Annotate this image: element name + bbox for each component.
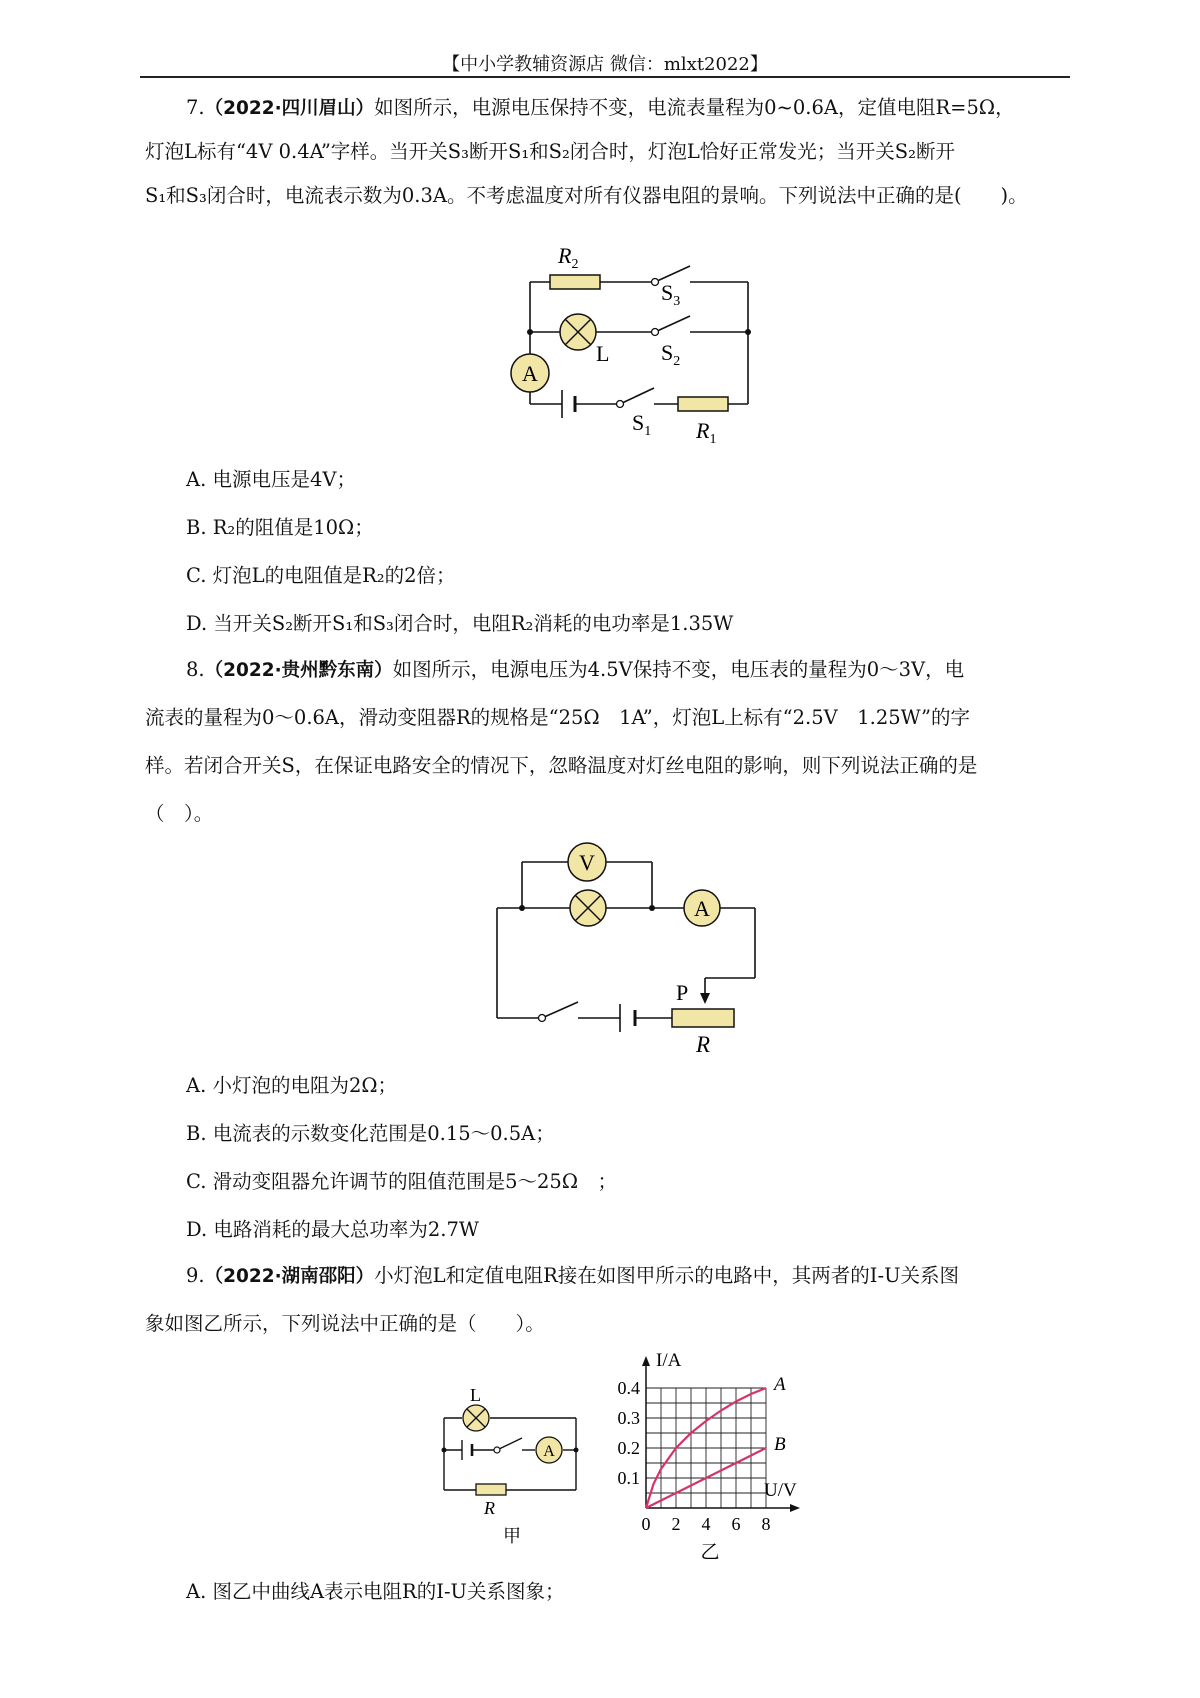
x-tick-label: 2 bbox=[671, 1514, 681, 1534]
x-axis-arrow bbox=[790, 1504, 800, 1512]
svg-text:V: V bbox=[579, 850, 595, 875]
q7-option-c: C. 灯泡L的电阻值是R₂的2倍； bbox=[186, 564, 456, 587]
q7-option-b: B. R₂的阻值是10Ω； bbox=[186, 516, 374, 539]
x-axis-label: U/V bbox=[764, 1480, 797, 1501]
q8-label-p: P bbox=[676, 980, 689, 1005]
series-label-B: B bbox=[774, 1434, 786, 1455]
q7-line-2: 灯泡L标有“4V 0.4A”字样。当开关S₃断开S₁和S₂闭合时，灯泡L恰好正常发光；当开关S₂断开 bbox=[145, 140, 955, 163]
q8-label-r: R bbox=[696, 1032, 711, 1057]
svg-text:A: A bbox=[522, 361, 538, 386]
q9-label-r: R bbox=[484, 1498, 495, 1518]
q8-line-1: 8.（2022·贵州黔东南）如图所示，电源电压为4.5V保持不变，电压表的量程为0～3V，电 bbox=[186, 658, 965, 681]
chart-caption: 乙 bbox=[700, 1542, 720, 1563]
y-tick-label: 0.4 bbox=[617, 1378, 640, 1398]
q8-line-4: （ ）。 bbox=[145, 802, 214, 825]
q8-line-3: 样。若闭合开关S，在保证电路安全的情况下，忽略温度对灯丝电阻的影响，则下列说法正确的是 bbox=[145, 754, 978, 777]
x-tick-label: 4 bbox=[701, 1514, 711, 1534]
q8-option-d: D. 电路消耗的最大总功率为2.7W bbox=[186, 1218, 479, 1241]
page-header: 【中小学教辅资源店 微信：mlxt2022】 bbox=[442, 54, 768, 75]
q8-option-a: A. 小灯泡的电阻为2Ω； bbox=[186, 1074, 398, 1097]
q8-option-b: B. 电流表的示数变化范围是0.15～0.5A； bbox=[186, 1122, 555, 1145]
q7-label-r1: $R_1$ bbox=[696, 418, 717, 447]
q8-option-c: C. 滑动变阻器允许调节的阻值范围是5～25Ω ； bbox=[186, 1170, 618, 1193]
x-tick-label: 6 bbox=[731, 1514, 741, 1534]
q7-label-s3: $S_3$ bbox=[661, 280, 681, 309]
y-tick-label: 0.3 bbox=[617, 1408, 640, 1428]
q7-option-d: D. 当开关S₂断开S₁和S₃闭合时，电阻R₂消耗的电功率是1.35W bbox=[186, 612, 734, 635]
y-axis-arrow bbox=[642, 1356, 650, 1366]
q7-line-3: S₁和S₃闭合时，电流表示数为0.3A。不考虑温度对所有仪器电阻的景响。下列说法中正确的是( )。 bbox=[145, 184, 1028, 207]
y-axis-label: I/A bbox=[656, 1350, 682, 1371]
svg-text:A: A bbox=[543, 1443, 555, 1460]
q8-line-2: 流表的量程为0～0.6A，滑动变阻器R的规格是“25Ω 1A”，灯泡L上标有“2.5V 1.25W”的字 bbox=[145, 706, 971, 729]
series-label-A: A bbox=[774, 1374, 786, 1395]
x-tick-label: 8 bbox=[761, 1514, 771, 1534]
x-tick-label: 0 bbox=[641, 1514, 651, 1534]
q7-option-a: A. 电源电压是4V； bbox=[186, 468, 356, 491]
q7-label-s1: $S_1$ bbox=[632, 410, 652, 439]
q9-option-a: A. 图乙中曲线A表示电阻R的I-U关系图象； bbox=[186, 1580, 565, 1603]
q9-caption-jia: 甲 bbox=[503, 1526, 521, 1546]
svg-text:A: A bbox=[694, 896, 710, 921]
q7-label-s2: $S_2$ bbox=[661, 340, 681, 369]
q7-label-r2: $R_2$ bbox=[558, 243, 579, 272]
q7-label-l: L bbox=[596, 341, 610, 366]
q9-label-l: L bbox=[470, 1385, 481, 1405]
y-tick-label: 0.2 bbox=[617, 1438, 640, 1458]
y-tick-label: 0.1 bbox=[617, 1468, 640, 1488]
q9-line-1: 9.（2022·湖南邵阳）小灯泡L和定值电阻R接在如图甲所示的电路中，其两者的I-U关系图 bbox=[186, 1264, 959, 1287]
q7-line-1: 7.（2022·四川眉山）如图所示，电源电压保持不变，电流表量程为0~0.6A，定值电阻R=5Ω， bbox=[186, 96, 1015, 119]
q9-line-2: 象如图乙所示，下列说法中正确的是（ ）。 bbox=[145, 1312, 545, 1335]
